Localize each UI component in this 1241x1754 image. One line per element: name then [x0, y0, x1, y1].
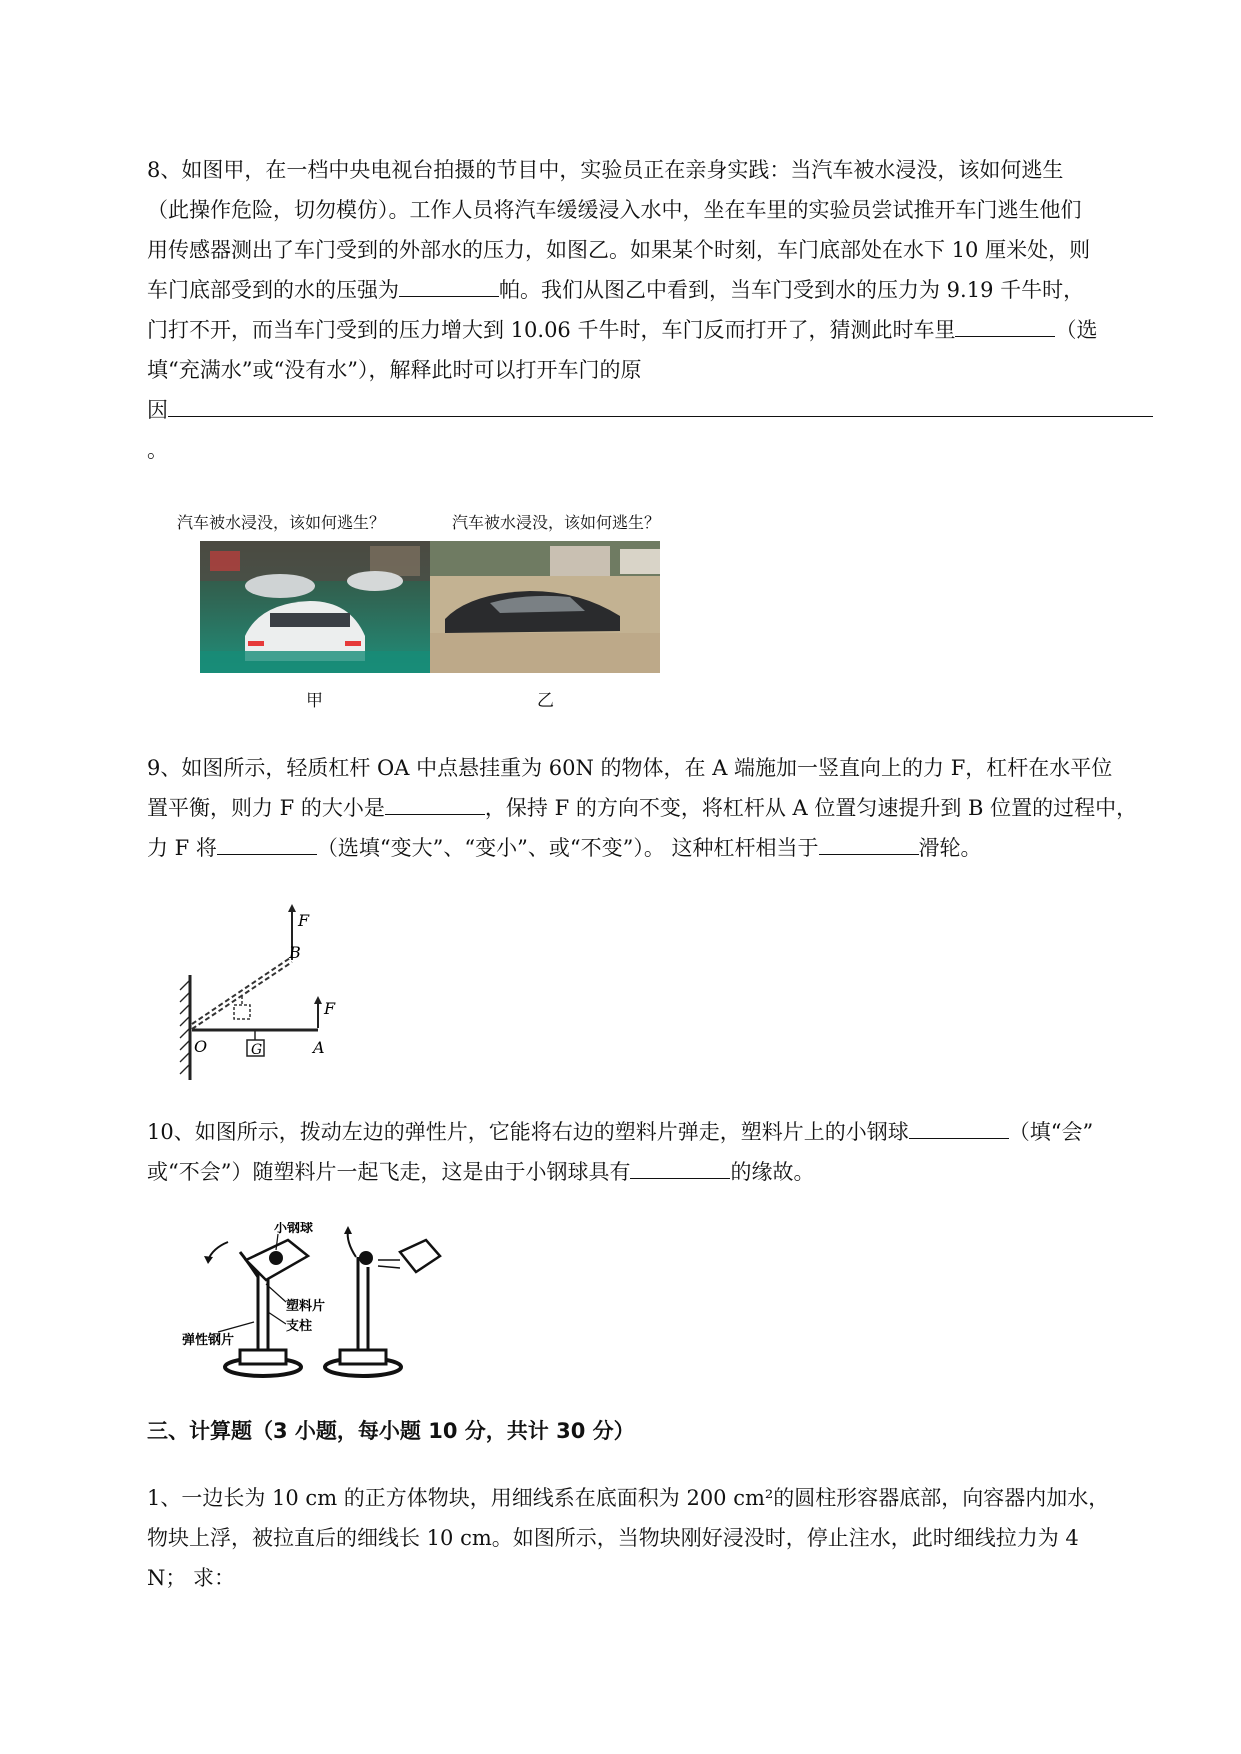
calc1-line-3: N； 求： — [147, 1566, 236, 1590]
q10-line-2 — [147, 1152, 1157, 1192]
label-g: G — [251, 1042, 263, 1058]
q8-line-5-b: （选 — [1055, 318, 1098, 342]
label-f-at-b: F — [298, 911, 310, 930]
flooded-street-photo — [200, 541, 430, 673]
label-plastic: 塑料片 — [286, 1299, 326, 1314]
q8-line-4 — [147, 270, 1157, 310]
q9-line-3-a: 力 F 将 — [147, 836, 217, 860]
q8-line-5-a: 门打不开，而当车门受到的压力增大到 10.06 千牛时，车门反而打开了，猜测此时车里 — [147, 318, 956, 342]
q9-change-blank[interactable] — [217, 832, 317, 855]
q9-line-3-b: （选填“变大”、“变小”、或“不变”）。 这种杠杆相当于 — [316, 836, 819, 860]
right-plastic-card — [400, 1240, 440, 1272]
q10-line-2-a: 或“不会”）随塑料片一起飞走，这是由于小钢球具有 — [147, 1160, 631, 1184]
q10-line-2-b: 的缘故。 — [730, 1160, 815, 1184]
q8-line-7 — [147, 390, 1157, 430]
q8-fig-caption-right: 汽车被水浸没，该如何逃生？ — [452, 513, 661, 532]
q10-line-1-a: 10、如图所示，拨动左边的弹性片，它能将右边的塑料片弹走，塑料片上的小钢球 — [147, 1120, 909, 1144]
q8-water-blank[interactable] — [955, 314, 1055, 337]
q8-line-7-a: 因 — [147, 398, 168, 422]
label-pillar: 支柱 — [286, 1319, 313, 1334]
q8-line-4-a: 车门底部受到的水的压强为 — [147, 278, 399, 302]
q10-line-1 — [147, 1112, 1157, 1152]
q10-fly-blank[interactable] — [909, 1116, 1009, 1139]
label-b: B — [289, 943, 301, 962]
q9-force-blank[interactable] — [385, 792, 485, 815]
q10-line-1-b: （填“会” — [1008, 1120, 1094, 1144]
q8-line-5 — [147, 310, 1157, 350]
q8-fig-label-right: 乙 — [537, 691, 554, 711]
q9-pulley-blank[interactable] — [819, 832, 919, 855]
question-10 — [147, 1112, 1157, 1192]
dashed-weight — [234, 1005, 250, 1019]
label-f-at-a: F — [324, 999, 336, 1018]
section-3-title: 三、计算题（3 小题，每小题 10 分，共计 30 分） — [147, 1419, 635, 1443]
q9-line-3 — [147, 828, 1157, 868]
q8-reason-blank[interactable] — [168, 394, 1153, 417]
calc1-line-2: 物块上浮，被拉直后的细线长 10 cm。如图所示，当物块刚好浸没时，停止注水，此时细线拉力为 4 — [147, 1526, 1079, 1550]
submerged-car-photo — [430, 541, 660, 673]
label-o: O — [194, 1037, 208, 1056]
q8-line-3: 用传感器测出了车门受到的外部水的压力，如图乙。如果某个时刻，车门底部处在水下 10 厘米处，则 — [147, 238, 1091, 262]
calc1-line-1: 1、一边长为 10 cm 的正方体物块，用细线系在底面积为 200 cm²的圆柱形容器底部，向容器内加水， — [147, 1486, 1110, 1510]
spring-steel-diagram — [178, 1222, 448, 1382]
q9-line-3-c: 滑轮。 — [918, 836, 982, 860]
question-9 — [147, 748, 1157, 868]
q8-line-6: 填“充满水”或“没有水”），解释此时可以打开车门的原 — [147, 358, 642, 382]
label-steel-ball: 小钢球 — [274, 1222, 314, 1236]
q9-line-1: 9、如图所示，轻质杠杆 OA 中点悬挂重为 60N 的物体，在 A 端施加一竖直向上的力 F，杠杆在水平位 — [147, 756, 1113, 780]
q8-line-1: 8、如图甲，在一档中央电视台拍摄的节目中，实验员正在亲身实践：当汽车被水浸没，该如何逃生 — [147, 158, 1064, 182]
label-spring-steel: 弹性钢片 — [182, 1333, 235, 1348]
q8-fig-label-left: 甲 — [306, 691, 323, 711]
q9-line-2-b: ，保持 F 的方向不变，将杠杆从 A 位置匀速提升到 B 位置的过程中， — [484, 796, 1138, 820]
lever-diagram — [170, 900, 350, 1085]
left-steel-ball — [269, 1251, 283, 1265]
q10-inertia-blank[interactable] — [630, 1156, 730, 1179]
q8-line-4-b: 帕。我们从图乙中看到，当车门受到水的压力为 9.19 千牛时， — [499, 278, 1085, 302]
q8-line-2: （此操作危险，切勿模仿）。工作人员将汽车缓缓浸入水中，坐在车里的实验员尝试推开车门逃生他们 — [147, 198, 1082, 222]
q8-pressure-blank[interactable] — [399, 274, 499, 297]
right-steel-ball — [359, 1251, 373, 1265]
label-a: A — [313, 1038, 325, 1057]
calc-question-1 — [147, 1478, 1157, 1598]
q8-line-8: 。 — [147, 438, 168, 462]
q8-fig-caption-left: 汽车被水浸没，该如何逃生？ — [177, 513, 386, 532]
question-8 — [147, 150, 1157, 470]
q9-line-2-a: 置平衡，则力 F 的大小是 — [147, 796, 385, 820]
q9-line-2 — [147, 788, 1157, 828]
